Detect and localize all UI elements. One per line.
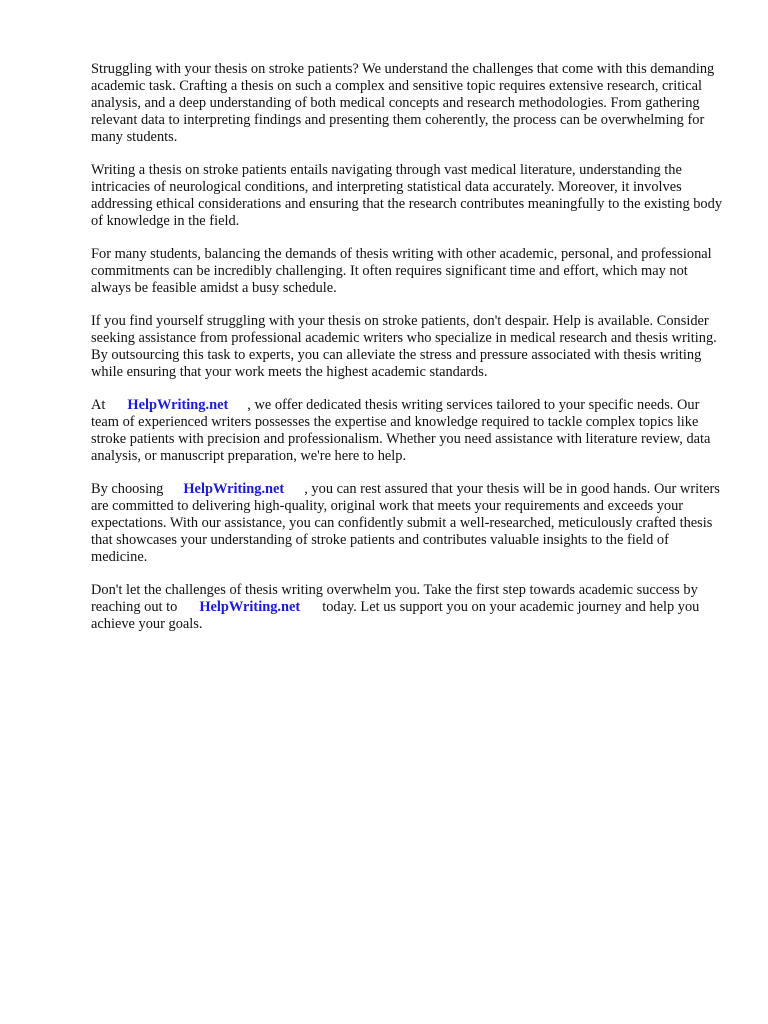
paragraph-services [91,397,723,465]
paragraph-choosing-rest: , you can rest assured that your thesis will be in good hands. Our writers are committed to delivering high-quality, original work that meets your requirements and exceeds your expectations. With our assistance, you can confidently submit a well-researched, meticulously crafted thesis that showcases your understanding of stroke patients and contributes valuable insights to the field of medicine. [91,481,720,565]
paragraph-closing-lead: Don't let the challenges of thesis writing overwhelm you. Take the first step towards academic success by reaching out to [91,582,698,615]
paragraph-intro: Struggling with your thesis on stroke patients? We understand the challenges that come with this demanding academic task. Crafting a thesis on such a complex and sensitive topic requires extensive research, critical analysis, and a deep understanding of both medical concepts and research methodologies. From gathering relevant data to interpreting findings and presenting them coherently, the process can be overwhelming for many students. [91,61,715,145]
helpwriting-link[interactable]: HelpWriting.net [127,397,229,413]
helpwriting-link[interactable]: HelpWriting.net [199,599,301,615]
paragraph-services-lead: At [91,397,106,413]
helpwriting-link[interactable]: HelpWriting.net [183,481,285,497]
paragraph-challenges: Writing a thesis on stroke patients entails navigating through vast medical literature, understanding the intricacies of neurological conditions, and interpreting statistical data accurately. Moreover, it involves addressing ethical considerations and ensuring that the research contributes meaningfully to the existing body of knowledge in the field. [91,162,723,229]
paragraph-balancing: For many students, balancing the demands of thesis writing with other academic, personal, and professional commitments can be incredibly challenging. It often requires significant time and effort, which may not always be feasible amidst a busy schedule. [91,246,712,296]
paragraph-choosing [91,481,723,566]
paragraph-services-rest: , we offer dedicated thesis writing services tailored to your specific needs. Our team of experienced writers possesses the expertise and knowledge required to tackle complex topics like stroke patients with precision and professionalism. Whether you need assistance with literature review, data analysis, or manuscript preparation, we're here to help. [91,397,711,464]
paragraph-assistance: If you find yourself struggling with your thesis on stroke patients, don't despair. Help is available. Consider seeking assistance from professional academic writers who specialize in medical research and thesis writing. By outsourcing this task to experts, you can alleviate the stress and pressure associated with thesis writing while ensuring that your work meets the highest academic standards. [91,313,717,380]
document-body [91,61,723,649]
paragraph-closing-rest: today. Let us support you on your academic journey and help you achieve your goals. [91,599,700,632]
paragraph-choosing-lead: By choosing [91,481,164,497]
paragraph-closing [91,582,723,633]
